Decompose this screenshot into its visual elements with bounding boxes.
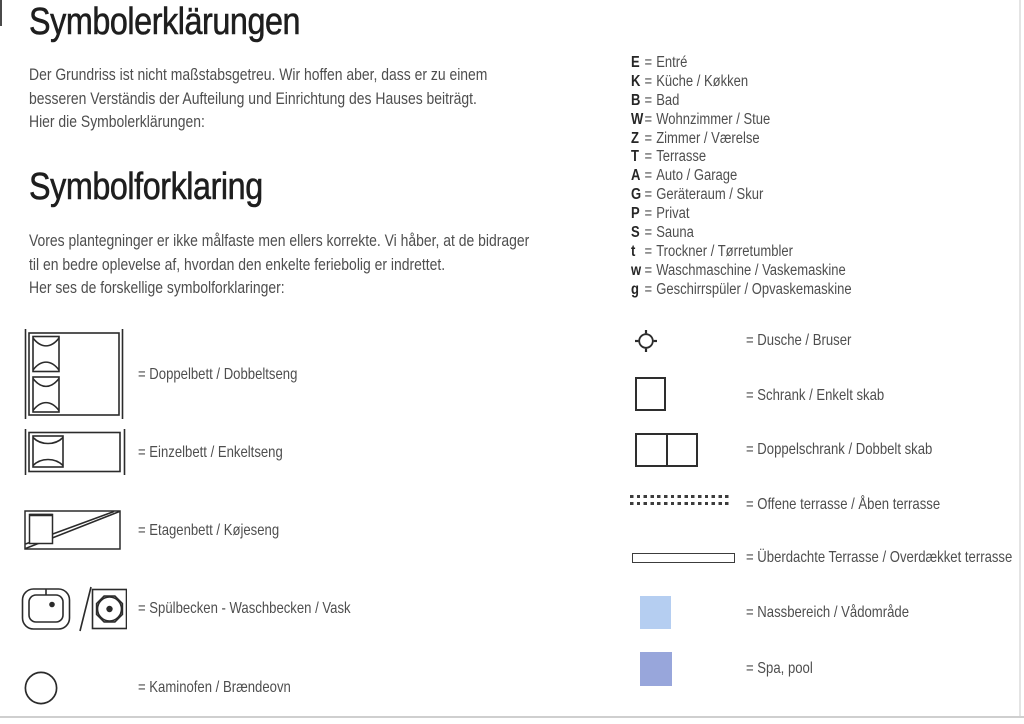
covered-terrace-icon	[632, 553, 735, 564]
abbreviation-row	[631, 243, 852, 262]
sink-washbasin-icon	[21, 584, 127, 634]
abbreviation-label: Wohnzimmer / Stue	[656, 110, 771, 128]
equals-sign: =	[644, 91, 653, 109]
abbreviation-label: Trockner / Tørretumbler	[656, 242, 793, 260]
danish-intro-line: Her ses de forskellige symbolforklaringer:	[29, 278, 285, 297]
german-intro-paragraph	[29, 63, 588, 134]
dashed-line	[630, 495, 732, 498]
equals-sign: =	[644, 110, 653, 128]
open-terrace-label: = Offene terrasse / Åben terrasse	[746, 496, 941, 513]
wet-area-icon	[640, 596, 671, 629]
abbreviation-letter: S	[631, 224, 640, 242]
abbreviation-label: Terrasse	[656, 148, 707, 166]
abbreviation-letter: t	[631, 242, 636, 260]
double-bed-icon	[22, 329, 128, 419]
wood-stove-label: = Kaminofen / Brændeovn	[138, 679, 291, 696]
danish-intro-paragraph	[29, 229, 639, 300]
cabinet-divider	[666, 435, 668, 465]
abbreviation-label: Geschirrspüler / Opvaskemaskine	[656, 280, 852, 298]
abbreviation-row	[631, 205, 852, 224]
abbreviation-row	[631, 92, 852, 111]
covered-terrace-label: = Überdachte Terrasse / Overdækket terrasse	[746, 549, 1013, 566]
abbreviation-letter: B	[631, 91, 641, 109]
abbreviation-label: Entré	[656, 54, 688, 71]
double-cabinet-icon	[635, 433, 698, 467]
page-corner-mark	[0, 0, 2, 26]
abbreviation-label: Waschmaschine / Vaskemaskine	[656, 261, 846, 279]
equals-sign: =	[644, 54, 653, 71]
equals-sign: =	[644, 280, 653, 298]
abbreviation-row	[631, 224, 852, 243]
abbreviation-letter: P	[631, 205, 640, 223]
abbreviation-row	[631, 54, 852, 73]
german-intro-line: besseren Verständis der Aufteilung und Einrichtung des Hauses beiträgt.	[29, 88, 477, 108]
abbreviation-label: Privat	[656, 205, 690, 223]
abbreviation-row	[631, 186, 852, 205]
equals-sign: =	[644, 205, 653, 223]
abbreviation-row	[631, 167, 852, 186]
shower-drain-icon	[634, 329, 658, 353]
equals-sign: =	[644, 129, 653, 147]
danish-intro-line: Vores plantegninger er ikke målfaste men ellers korrekte. Vi håber, at de bidrager	[29, 231, 530, 250]
abbreviation-row	[631, 73, 852, 92]
german-intro-line: Der Grundriss ist nicht maßstabsgetreu. Wir hoffen aber, dass er zu einem	[29, 65, 488, 84]
dashed-line	[630, 502, 732, 505]
wet-area-label: = Nassbereich / Vådområde	[746, 604, 910, 621]
shower-label: = Dusche / Bruser	[746, 332, 852, 349]
abbreviation-row	[631, 262, 852, 281]
spa-pool-label: = Spa, pool	[746, 660, 813, 677]
spa-pool-icon	[640, 652, 672, 686]
abbreviation-letter: K	[631, 72, 641, 90]
bunk-bed-label: = Etagenbett / Køjeseng	[138, 522, 280, 539]
abbreviation-row	[631, 281, 852, 300]
page-right-edge	[1019, 0, 1021, 716]
abbreviation-label: Zimmer / Værelse	[656, 129, 760, 147]
single-cabinet-label: = Schrank / Enkelt skab	[746, 387, 885, 404]
equals-sign: =	[644, 148, 653, 166]
equals-sign: =	[644, 224, 653, 242]
single-bed-icon	[22, 429, 128, 475]
danish-title: Symbolforklaring	[29, 166, 263, 208]
german-intro-line: Hier die Symbolerklärungen:	[29, 112, 205, 131]
page-bottom-edge	[0, 716, 1024, 718]
abbreviation-label: Bad	[656, 91, 680, 109]
equals-sign: =	[644, 261, 653, 279]
danish-intro-line: til en bedre oplevelse af, hvordan den enkelte feriebolig er indrettet.	[29, 254, 446, 274]
single-bed-label: = Einzelbett / Enkeltseng	[138, 444, 283, 461]
abbreviation-row	[631, 111, 852, 130]
abbreviation-letter: E	[631, 54, 640, 71]
abbreviation-row	[631, 130, 852, 149]
equals-sign: =	[644, 186, 653, 204]
wood-stove-icon	[24, 671, 58, 705]
abbreviation-letter: W	[631, 110, 644, 128]
abbreviation-letter: w	[631, 261, 642, 279]
abbreviation-label: Sauna	[656, 224, 694, 242]
open-terrace-icon	[630, 494, 732, 506]
bunk-bed-icon	[24, 510, 121, 550]
german-title: Symbolerklärungen	[29, 1, 301, 43]
equals-sign: =	[644, 167, 653, 185]
abbreviation-label: Küche / Køkken	[656, 72, 749, 90]
abbreviation-letter: g	[631, 280, 639, 298]
abbreviation-letter: G	[631, 186, 642, 204]
equals-sign: =	[644, 72, 653, 90]
double-bed-label: = Doppelbett / Dobbeltseng	[138, 366, 298, 383]
equals-sign: =	[644, 242, 653, 260]
abbreviation-label: Geräteraum / Skur	[656, 186, 764, 204]
double-cabinet-label: = Doppelschrank / Dobbelt skab	[746, 441, 933, 458]
abbreviation-row	[631, 148, 852, 167]
abbreviation-letter: A	[631, 167, 641, 185]
abbreviation-letter: Z	[631, 129, 639, 147]
single-cabinet-icon	[635, 377, 666, 411]
sink-washbasin-label: = Spülbecken - Waschbecken / Vask	[138, 600, 351, 617]
abbreviation-label: Auto / Garage	[656, 167, 738, 185]
abbreviation-list	[631, 54, 894, 300]
abbreviation-letter: T	[631, 148, 639, 166]
